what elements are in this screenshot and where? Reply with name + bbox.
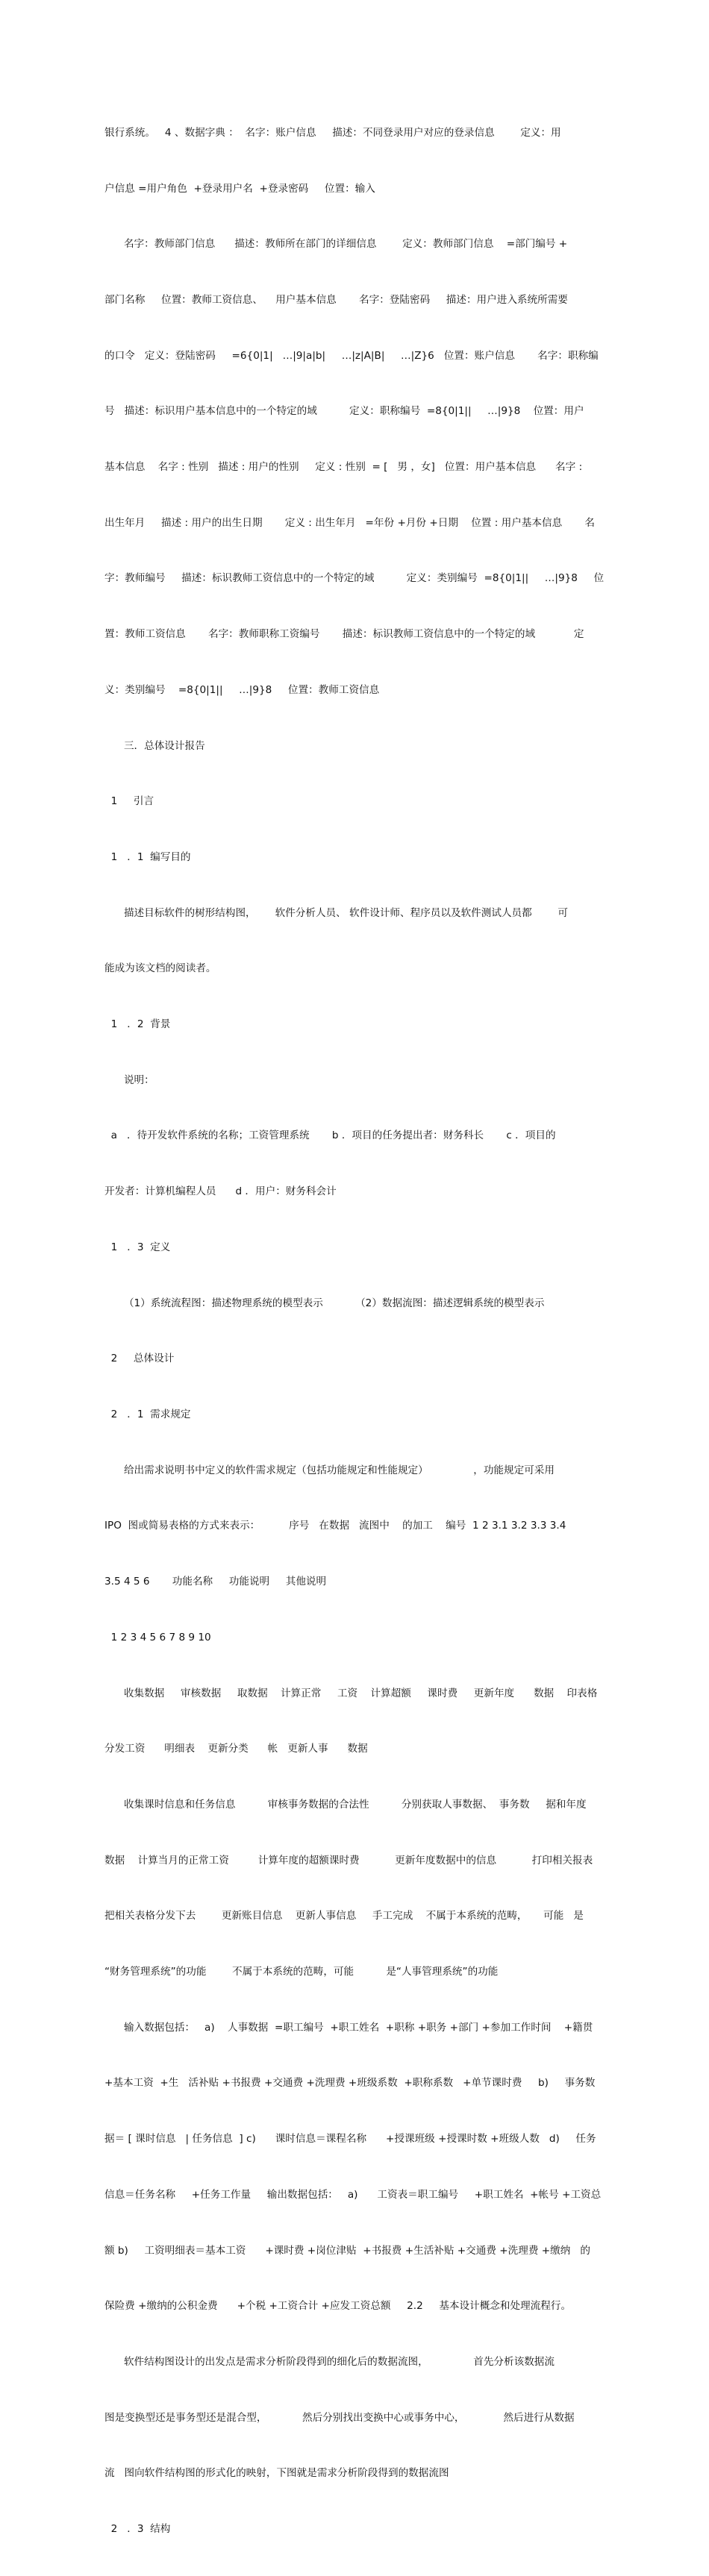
section-heading: 1 ．3 定义: [104, 1241, 171, 1253]
text-line: +基本工资 +生 活补贴 +书报费 +交通费 +洗理费 +班级系数 +职称系数 +单节课时费 b) 事务数: [104, 2077, 596, 2090]
section-heading: 2 总体设计: [104, 1353, 175, 1365]
text-line: 出生年月 描述 : 用户的出生日期 定义 : 出生年月 =年份 +月份 +日期 位置 : 用户基本信息 名: [104, 516, 596, 529]
text-line: a ．待开发软件系统的名称；工资管理系统 b ．项目的任务提出者：财务科长 c ．项目的: [104, 1129, 556, 1142]
text-line: 数据 计算当月的正常工资 计算年度的超额课时费 更新年度数据中的信息 打印相关报表: [104, 1854, 593, 1867]
text-line: 字：教师编号 描述：标识教师工资信息中的一个特定的域 定义：类别编号 =8{0|1|| …|9}8 位: [104, 572, 605, 585]
text-line: 3.5 4 5 6 功能名称 功能说明 其他说明: [104, 1576, 327, 1588]
text-line: 说明：: [104, 1074, 154, 1086]
text-line: 户信息 =用户角色 +登录用户名 +登录密码 位置：输入: [104, 182, 375, 195]
text-line: 收集课时信息和任务信息 审核事务数据的合法性 分别获取人事数据、 事务数 据和年度: [104, 1798, 587, 1811]
text-line: 保险费 +缴纳的公积金费 +个税 +工资合计 +应发工资总额 2.2 基本设计概念和处理流程行。: [104, 2300, 572, 2313]
text-line: 置：教师工资信息 名字：教师职称工资编号 描述：标识教师工资信息中的一个特定的域 定: [104, 628, 584, 641]
section-heading: 2 ．1 需求规定: [104, 1408, 191, 1420]
text-line: 1 2 3 4 5 6 7 8 9 10: [104, 1631, 211, 1643]
text-line: “财务管理系统”的功能 不属于本系统的范畴，可能 是“人事管理系统”的功能: [104, 1966, 499, 1978]
text-line: 的口令 定义：登陆密码 =6{0|1| …|9|a|b| …|z|A|B| …|Z}6 位置：账户信息 名字：职称编: [104, 349, 599, 362]
text-line: IPO 图或简易表格的方式来表示： 序号 在数据 流图中 的加工 编号 1 2 3.1 3.2 3.3 3.4: [104, 1520, 566, 1532]
document-body: [104, 87, 606, 2576]
section-heading: 1 ．1 编写目的: [104, 850, 191, 863]
text-line: 能成为该文档的阅读者。: [104, 962, 216, 975]
text-line: 据＝ [ 课时信息 | 任务信息 ] c) 课时信息＝课程名称 +授课班级 +授课时数 +班级人数 d) 任务: [104, 2133, 596, 2146]
text-line: 名字：教师部门信息 描述：教师所在部门的详细信息 定义：教师部门信息 =部门编号 +: [104, 238, 568, 251]
text-line: 输入数据包括： a) 人事数据 =职工编号 +职工姓名 +职称 +职务 +部门 +参加工作时间 +籍贯: [104, 2021, 593, 2034]
text-line: 部门名称 位置：教师工资信息、 用户基本信息 名字：登陆密码 描述：用户进入系统所需要: [104, 293, 568, 306]
text-line: 开发者：计算机编程人员 d ．用户：财务科会计: [104, 1185, 337, 1198]
text-line: 图是变换型还是事务型还是混合型， 然后分别找出变换中心或事务中心， 然后进行从数据: [104, 2411, 575, 2424]
text-line: 号 描述：标识用户基本信息中的一个特定的域 定义：职称编号 =8{0|1|| …|9}8 位置：用户: [104, 405, 584, 418]
text-line: 给出需求说明书中定义的软件需求规定（包括功能规定和性能规定） ，功能规定可采用: [104, 1464, 555, 1476]
text-line: 额 b) 工资明细表＝基本工资 +课时费 +岗位津贴 +书报费 +生活补贴 +交通费 +洗理费 +缴纳 的: [104, 2244, 590, 2257]
text-line: 信息＝任务名称 +任务工作量 输出数据包括： a) 工资表＝职工编号 +职工姓名 +帐号 +工资总: [104, 2188, 602, 2201]
text-line: （1）系统流程图：描述物理系统的模型表示 （2）数据流图：描述逻辑系统的模型表示: [104, 1297, 545, 1309]
text-line: 描述目标软件的树形结构图， 软件分析人员、 软件设计师、程序员以及软件测试人员都 可: [104, 906, 568, 919]
section-heading: 2 ．3 结构: [104, 2523, 171, 2536]
text-line: 义：类别编号 =8{0|1|| …|9}8 位置：教师工资信息: [104, 683, 380, 696]
text-line: 流 图向软件结构图的形式化的映射，下图就是需求分析阶段得到的数据流图: [104, 2467, 449, 2480]
text-line: 把相关表格分发下去 更新账目信息 更新人事信息 手工完成 不属于本系统的范畴， 可能 是: [104, 1910, 584, 1922]
text-line: 基本信息 名字 : 性别 描述 : 用户的性别 定义 : 性别 = [ 男 ，女] 位置：用户基本信息 名字 :: [104, 461, 583, 474]
text-line: 收集数据 审核数据 取数据 计算正常 工资 计算超额 课时费 更新年度 数据 印表格: [104, 1687, 598, 1699]
text-line: 分发工资 明细表 更新分类 帐 更新人事 数据: [104, 1743, 368, 1755]
section-heading: 三．总体设计报告: [104, 739, 205, 752]
text-line: 银行系统。 4 、数据字典 ： 名字：账户信息 描述：不同登录用户对应的登录信息 定义：用: [104, 126, 561, 139]
text-line: 软件结构图设计的出发点是需求分析阶段得到的细化后的数据流图， 首先分析该数据流: [104, 2355, 555, 2368]
section-heading: 1 引言: [104, 795, 154, 808]
section-heading: 1 ．2 背景: [104, 1018, 171, 1031]
